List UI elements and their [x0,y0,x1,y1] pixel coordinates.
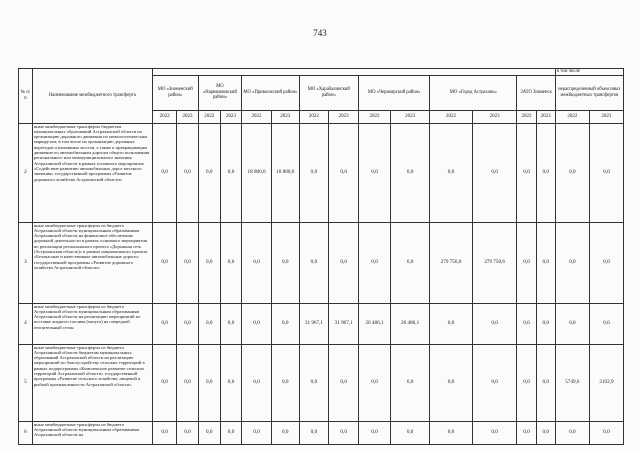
value-cell: 26 486,1 [390,303,429,344]
year-header: 2022 [430,110,473,123]
value-cell: 0,0 [299,421,329,444]
value-cell: 0,0 [220,421,241,444]
value-cell: 0,0 [555,123,589,222]
value-cell: 0,0 [430,303,473,344]
value-cell: 0,0 [555,303,589,344]
value-cell: 0,0 [517,421,536,444]
value-cell: 0,0 [589,421,623,444]
row-description: иные межбюджетные трансферты из бюджета Астраханской области муниципальным образованиям Астраханской области на реализацию мероприятий по поставке жидкого топлива (мазута) на очередной отопительный сезон [32,303,152,344]
value-cell: 0,0 [472,123,517,222]
value-cell: 0,0 [198,222,220,303]
value-cell: 0,0 [271,222,299,303]
row-description: иные межбюджетные трансферты из бюджета Астраханской области бюджетам муниципальных образований Астраханской области на реализацию мероприятий по благоустройству сельских территорий в рамках подпрограммы «Комплексное развитие сельских территорий Астраханской области» государственной программы «Развитие сельского хозяйства, пищевой и рыбной промышленности Астраханской области» [32,344,152,421]
table-row [19,123,624,222]
year-header: 2022 [299,110,329,123]
value-cell: 0,0 [152,344,176,421]
value-cell: 0,0 [390,344,429,421]
row-number: 4 [19,303,33,344]
value-cell: 0,0 [177,303,198,344]
municipality-header: МО «Приволжский район» [242,75,299,110]
value-cell: 0,0 [271,303,299,344]
year-header: 2022 [359,110,391,123]
value-cell: 0,0 [536,303,555,344]
value-cell: 0,0 [430,344,473,421]
value-cell: 0,0 [517,123,536,222]
value-cell: 0,0 [555,421,589,444]
row-description: иные межбюджетные трансферты бюджетам муниципальных образований Астраханской области на организацию дорожного движения по межпоселенческим маршрутам, в том числе на организацию дорожных переездов и наплавных мостов, а также к прекращающим движение по автомобильным дорогам общего пользования регионального или межмуниципального значения Астраханской области в рамках основного мероприятия «Содействие развитию автомобильных дорог местного значения» государственной программы «Развитие дорожного хозяйства Астраханской области» [32,123,152,222]
row-number: 6 [19,421,33,444]
value-cell: 31 967,1 [329,303,359,344]
value-cell: 279 750,6 [472,222,517,303]
municipality-header: МО «Харабалинский район» [299,75,359,110]
value-cell: 0,0 [177,222,198,303]
value-cell: 0,0 [220,344,241,421]
value-cell: 0,0 [517,222,536,303]
row-number: 3 [19,222,33,303]
value-cell: 0,0 [390,123,429,222]
value-cell: 0,0 [177,123,198,222]
value-cell: 0,0 [299,123,329,222]
value-cell: 0,0 [536,421,555,444]
value-cell: 0,0 [220,303,241,344]
value-cell: 0,0 [299,344,329,421]
municipality-header: нераспределенный объем иных межбюджетных трансфертов [555,75,623,110]
value-cell: 0,0 [589,222,623,303]
municipality-header: МО «Город Астрахань» [430,75,517,110]
value-cell: 0,0 [198,123,220,222]
row-number: 5 [19,344,33,421]
value-cell: 26 486,1 [359,303,391,344]
value-cell: 0,0 [589,123,623,222]
value-cell: 0,0 [430,421,473,444]
municipality-header: МО «Знаменский район» [152,75,198,110]
value-cell: 3192,9 [589,344,623,421]
value-cell: 18 800,0 [242,123,272,222]
value-cell: 0,0 [329,123,359,222]
value-cell: 0,0 [329,344,359,421]
value-cell: 0,0 [299,222,329,303]
value-cell: 279 750,0 [430,222,473,303]
value-cell: 5749,6 [555,344,589,421]
municipality-header: ЗАТО Знаменск [517,75,555,110]
table-row [19,222,624,303]
value-cell: 0,0 [472,303,517,344]
year-header: 2023 [220,110,241,123]
value-cell: 0,0 [359,344,391,421]
in-that-number-label: в том числе [555,69,623,76]
transfers-table [18,68,624,445]
year-header: 2023 [536,110,555,123]
value-cell: 0,0 [242,344,272,421]
value-cell: 0,0 [536,123,555,222]
value-cell: 0,0 [271,344,299,421]
value-cell: 0,0 [517,303,536,344]
header-row-top [19,69,624,76]
year-header: 2023 [329,110,359,123]
value-cell: 0,0 [242,303,272,344]
value-cell: 0,0 [152,421,176,444]
value-cell: 0,0 [177,344,198,421]
page-number: 743 [313,28,327,38]
col-number-header: № п/п [19,69,33,124]
value-cell: 0,0 [177,421,198,444]
col-name-header: Наименование межбюджетного трансферта [32,69,152,124]
table-row [19,344,624,421]
year-header: 2023 [472,110,517,123]
value-cell: 0,0 [198,303,220,344]
value-cell: 31 967,1 [299,303,329,344]
table-row [19,303,624,344]
value-cell: 18 800,0 [271,123,299,222]
year-header: 2022 [555,110,589,123]
value-cell: 0,0 [152,123,176,222]
value-cell: 0,0 [390,421,429,444]
value-cell: 0,0 [430,123,473,222]
value-cell: 0,0 [390,222,429,303]
year-header: 2022 [152,110,176,123]
value-cell: 0,0 [242,421,272,444]
municipality-header: МО «Наримановский район» [198,75,242,110]
value-cell: 0,0 [472,344,517,421]
value-cell: 0,0 [198,421,220,444]
value-cell: 0,0 [359,123,391,222]
row-description: иные межбюджетные трансферты из бюджета Астраханской области муниципальным образованиям Астраханской области на [32,421,152,444]
value-cell: 0,0 [536,344,555,421]
value-cell: 0,0 [359,222,391,303]
value-cell: 0,0 [271,421,299,444]
value-cell: 0,0 [517,344,536,421]
year-header: 2022 [242,110,272,123]
row-number: 2 [19,123,33,222]
value-cell: 0,0 [589,303,623,344]
value-cell: 0,0 [242,222,272,303]
year-header: 2023 [390,110,429,123]
value-cell: 0,0 [359,421,391,444]
value-cell: 0,0 [329,222,359,303]
year-header: 2022 [517,110,536,123]
year-header: 2023 [271,110,299,123]
value-cell: 0,0 [152,222,176,303]
value-cell: 0,0 [198,344,220,421]
year-header: 2022 [198,110,220,123]
year-header: 2023 [589,110,623,123]
municipality-header: МО «Черноярский район» [359,75,430,110]
value-cell: 0,0 [329,421,359,444]
value-cell: 0,0 [220,222,241,303]
value-cell: 0,0 [472,421,517,444]
value-cell: 0,0 [152,303,176,344]
value-cell: 0,0 [536,222,555,303]
table-row [19,421,624,444]
value-cell: 0,0 [220,123,241,222]
value-cell: 0,0 [555,222,589,303]
row-description: иные межбюджетные трансферты из бюджета Астраханской области муниципальным образованиям Астраханской области на финансовое обеспечение дорожной деятельности в рамках основного мероприятия по реализации регионального проекта «Дорожная сеть (Астраханская область)» в рамках национального проекта «Безопасные и качественные автомобильные дороги» государственной программы «Развитие дорожного хозяйства Астраханской области» [32,222,152,303]
year-header: 2023 [177,110,198,123]
